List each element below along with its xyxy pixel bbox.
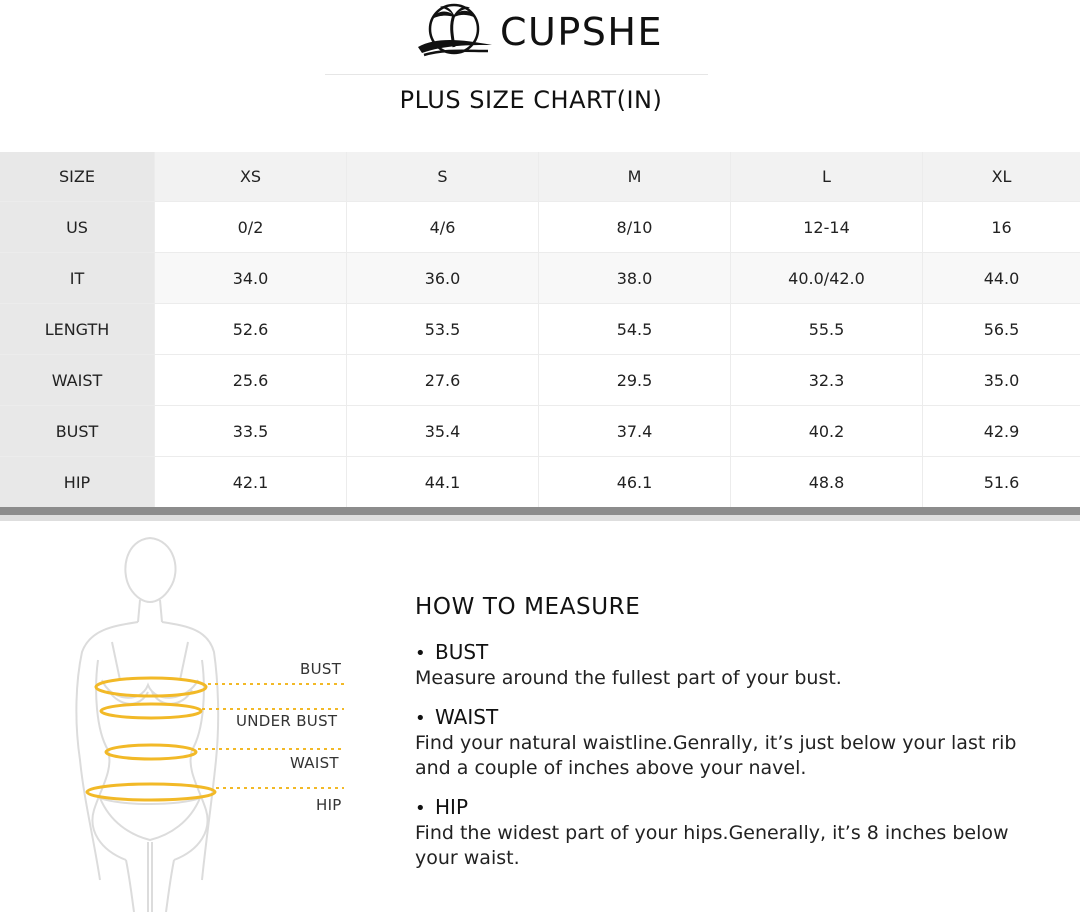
table-cell: 27.6 bbox=[347, 355, 539, 405]
how-to-measure-section bbox=[415, 594, 1055, 885]
table-cell: 42.9 bbox=[983, 421, 1020, 441]
measure-item-desc: Measure around the fullest part of your bust. bbox=[415, 667, 842, 689]
table-cell: 12-14 bbox=[731, 202, 923, 252]
table-cell: 25.6 bbox=[155, 355, 347, 405]
palm-island-icon bbox=[414, 1, 496, 59]
row-label: IT bbox=[0, 253, 155, 303]
bullet-icon: • bbox=[415, 643, 426, 664]
size-table bbox=[0, 152, 1080, 508]
table-cell: 44.0 bbox=[923, 253, 1080, 303]
table-cell: 16 bbox=[991, 217, 1012, 237]
section-divider bbox=[0, 507, 1080, 515]
section-divider-shadow bbox=[0, 515, 1080, 521]
measure-item-bust bbox=[415, 640, 1055, 691]
bullet-icon: • bbox=[415, 798, 426, 819]
table-header-cell: M bbox=[539, 152, 731, 201]
table-cell: 35.0 bbox=[983, 370, 1020, 390]
table-row bbox=[0, 304, 1080, 355]
table-cell: 53.5 bbox=[347, 304, 539, 354]
table-cell: 40.0/42.0 bbox=[731, 253, 923, 303]
chart-title: PLUS SIZE CHART(IN) bbox=[399, 86, 663, 114]
table-row bbox=[0, 202, 1080, 253]
table-row bbox=[0, 253, 1080, 304]
measure-item-desc: Find the widest part of your hips.Generally, it’s 8 inches below your waist. bbox=[415, 822, 1009, 869]
table-cell: 0/2 bbox=[155, 202, 347, 252]
table-cell: 37.4 bbox=[539, 406, 731, 456]
table-cell: 55.5 bbox=[731, 304, 923, 354]
table-header-cell: SIZE bbox=[0, 152, 155, 201]
title-divider bbox=[325, 74, 708, 75]
table-cell: 4/6 bbox=[347, 202, 539, 252]
table-cell: 8/10 bbox=[539, 202, 731, 252]
table-cell: 46.1 bbox=[539, 457, 731, 507]
table-header-cell: L bbox=[731, 152, 923, 201]
row-label: US bbox=[0, 202, 155, 252]
waist-label: WAIST bbox=[290, 754, 339, 772]
under-bust-label: UNDER BUST bbox=[236, 712, 338, 730]
bust-label: BUST bbox=[300, 660, 342, 678]
table-header-row bbox=[0, 152, 1080, 202]
table-row bbox=[0, 355, 1080, 406]
table-cell: 42.1 bbox=[155, 457, 347, 507]
row-label: BUST bbox=[0, 406, 155, 456]
table-cell: 40.2 bbox=[731, 406, 923, 456]
measure-item-title: HIP bbox=[435, 795, 468, 819]
table-row bbox=[0, 457, 1080, 508]
table-header-cell: XL bbox=[923, 152, 1080, 201]
table-cell: 48.8 bbox=[731, 457, 923, 507]
measure-item-hip bbox=[415, 795, 1055, 871]
table-cell: 51.6 bbox=[983, 472, 1020, 492]
table-cell: 56.5 bbox=[983, 319, 1020, 339]
table-header-cell: S bbox=[347, 152, 539, 201]
measure-item-title: BUST bbox=[435, 640, 489, 664]
table-cell: 44.1 bbox=[347, 457, 539, 507]
table-header-cell: XS bbox=[155, 152, 347, 201]
measure-item-waist bbox=[415, 705, 1055, 781]
row-label: HIP bbox=[0, 457, 155, 507]
row-label: WAIST bbox=[0, 355, 155, 405]
bullet-icon: • bbox=[415, 708, 426, 729]
table-cell: 36.0 bbox=[347, 253, 539, 303]
brand-name: CUPSHE bbox=[500, 10, 663, 54]
body-measurement-figure bbox=[60, 530, 360, 912]
brand-header bbox=[0, 0, 1080, 60]
table-cell: 32.3 bbox=[731, 355, 923, 405]
row-label: LENGTH bbox=[0, 304, 155, 354]
table-cell: 38.0 bbox=[539, 253, 731, 303]
measure-item-title: WAIST bbox=[435, 705, 499, 729]
table-cell: 54.5 bbox=[539, 304, 731, 354]
table-cell: 34.0 bbox=[155, 253, 347, 303]
table-cell: 35.4 bbox=[347, 406, 539, 456]
measure-item-desc: Find your natural waistline.Genrally, it’s just below your last rib and a couple of inches above your navel. bbox=[415, 732, 1017, 779]
how-to-measure-title: HOW TO MEASURE bbox=[415, 594, 641, 620]
table-cell: 52.6 bbox=[155, 304, 347, 354]
table-cell: 29.5 bbox=[539, 355, 731, 405]
hip-label: HIP bbox=[316, 796, 342, 814]
table-row bbox=[0, 406, 1080, 457]
table-cell: 33.5 bbox=[155, 406, 347, 456]
